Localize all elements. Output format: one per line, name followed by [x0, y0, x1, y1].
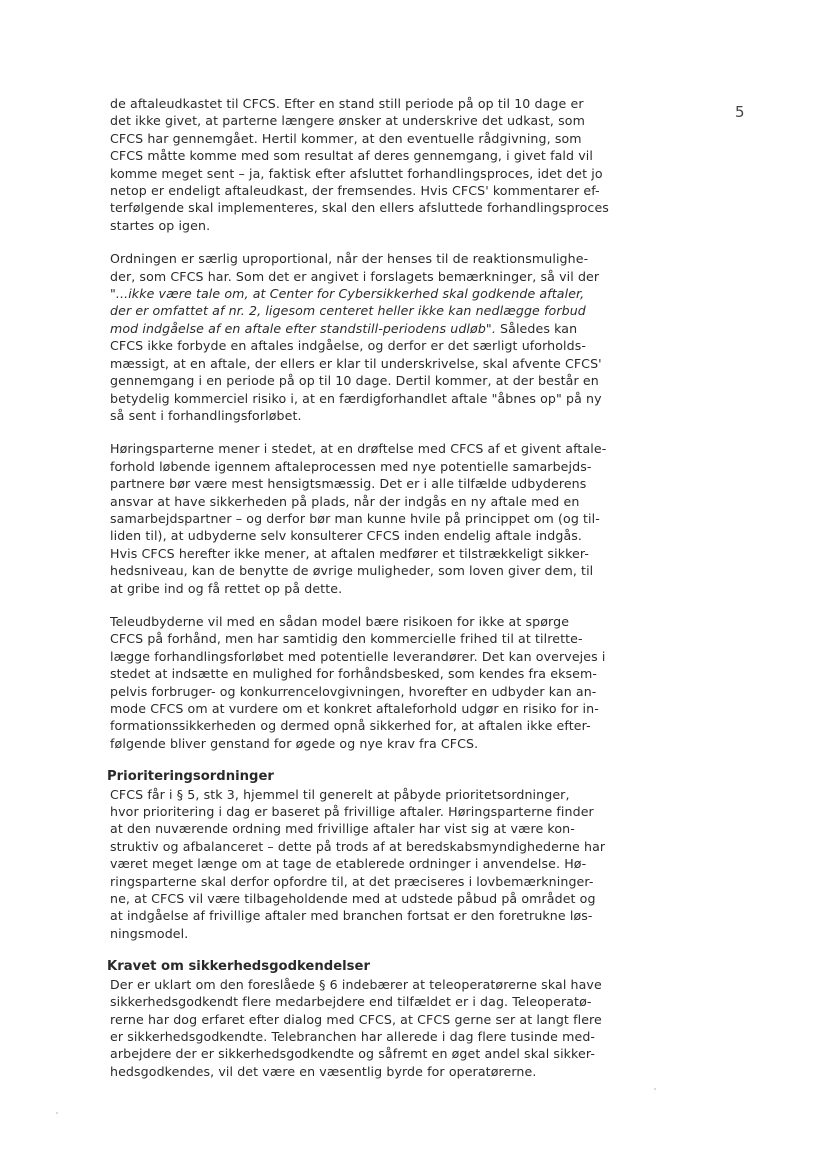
- text-line: [110, 320, 670, 337]
- text-line: at den nuværende ordning med frivillige aftaler har vist sig at være kon-: [110, 821, 575, 837]
- text-line: CFCS har gennemgået. Hertil kommer, at den eventuelle rådgivning, som: [110, 130, 582, 146]
- text-line: Der er uklart om den foreslåede § 6 indebærer at teleoperatørerne skal have: [110, 976, 602, 992]
- text-line: sikkerhedsgodkendt flere medarbejdere end tilfældet er i dag. Teleoperatø-: [110, 994, 592, 1010]
- text-fragment: Således kan: [495, 320, 578, 336]
- text-line: de aftaleudkastet til CFCS. Efter en stand still periode på op til 10 dage er: [110, 96, 584, 111]
- text-line: Hvis CFCS herefter ikke mener, at aftalen medfører et tilstrækkeligt sikker-: [110, 545, 589, 561]
- section-heading: Kravet om sikkerhedsgodkendelser: [107, 959, 370, 975]
- section: [107, 958, 670, 1080]
- text-line: arbejdere der er sikkerhedsgodkendte og såfremt en øget andel skal sikker-: [110, 1046, 595, 1062]
- paragraph: [110, 95, 670, 234]
- text-line: at indgåelse af frivillige aftaler med branchen fortsat er den foretrukne løs-: [110, 908, 593, 924]
- text-line: hvor prioritering i dag er baseret på frivillige aftaler. Høringsparterne finder: [110, 804, 594, 820]
- paragraph: [110, 613, 670, 752]
- text-line: mode CFCS om at vurdere om et konkret aftaleforhold udgør en risiko for in-: [110, 701, 599, 716]
- document-body: [107, 95, 670, 1080]
- text-line: pelvis forbruger- og konkurrencelovgivningen, hvorefter en udbyder kan an-: [110, 683, 597, 699]
- text-line: liden til), at udbyderne selv konsulterer CFCS inden endelig aftale indgås.: [110, 528, 583, 544]
- text-line: gennemgang i en periode på op til 10 dage. Dertil kommer, at der består en: [110, 373, 599, 389]
- quote-line: mod indgåelse af en aftale efter standstill-periodens udløb".: [110, 320, 496, 336]
- text-line: hedsniveau, kan de benytte de øvrige muligheder, som loven giver dem, til: [110, 563, 594, 579]
- text-line: ringsparterne skal derfor opfordre til, at det præciseres i lovbemærkninger-: [110, 873, 594, 889]
- text-line: samarbejdspartner – og derfor bør man kunne hvile på princippet om (og til-: [110, 510, 600, 526]
- text-line: lægge forhandlingsforløbet med potentielle leverandører. Det kan overvejes i: [110, 648, 606, 664]
- section-heading: Prioriteringsordninger: [107, 769, 274, 785]
- text-line: betydelig kommerciel risiko i, at en færdigforhandlet aftale "åbnes op" på ny: [110, 390, 602, 406]
- text-line: mæssigt, at en aftale, der ellers er klar til underskrivelse, skal afvente CFCS': [110, 355, 602, 371]
- text-line: struktiv og afbalanceret – dette på trods af at beredskabsmyndighederne har: [110, 838, 606, 854]
- text-line: ningsmodel.: [110, 925, 189, 941]
- text-line: komme meget sent – ja, faktisk efter afsluttet forhandlingsproces, idet det jo: [110, 165, 603, 181]
- text-line: forhold løbende igennem aftaleprocessen med nye potentielle samarbejds-: [110, 458, 592, 474]
- section: [107, 768, 670, 942]
- text-line: CFCS ikke forbyde en aftales indgåelse, og derfor er det særligt uforholds-: [110, 338, 587, 354]
- text-line: terfølgende skal implementeres, skal den ellers afsluttede forhandlingsproces: [110, 200, 609, 216]
- text-line: der, som CFCS har. Som det er angivet i forslagets bemærkninger, så vil der: [110, 268, 600, 284]
- paragraph: [110, 440, 670, 597]
- text-line: startes op igen.: [110, 217, 211, 233]
- text-line: partnere bør være mest hensigtsmæssig. Det er i alle tilfælde udbyderens: [110, 476, 587, 492]
- text-line: CFCS får i § 5, stk 3, hjemmel til generelt at påbyde prioritetsordninger,: [110, 786, 570, 802]
- text-line: formationssikkerheden og dermed opnå sikkerhed for, at aftalen ikke efter-: [110, 718, 591, 734]
- text-line: rerne har dog erfaret efter dialog med CFCS, at CFCS gerne ser at langt flere: [110, 1011, 602, 1027]
- text-line: Ordningen er særlig uproportional, når der henses til de reaktionsmulighe-: [110, 251, 589, 267]
- text-line: ansvar at have sikkerheden på plads, når der indgås en ny aftale med en: [110, 493, 580, 509]
- text-line: det ikke givet, at parterne længere ønsker at underskrive det udkast, som: [110, 113, 585, 129]
- text-line: så sent i forhandlingsforløbet.: [110, 407, 302, 423]
- text-line: CFCS måtte komme med som resultat af deres gennemgang, i givet fald vil: [110, 148, 593, 164]
- text-line: stedet at indsætte en mulighed for forhåndsbesked, som kendes fra eksem-: [110, 666, 597, 682]
- quote-line: "...ikke være tale om, at Center for Cybersikkerhed skal godkende aftaler,: [110, 286, 585, 302]
- text-line: Teleudbyderne vil med en sådan model bære risikoen for ikke at spørge: [110, 613, 570, 629]
- text-line: følgende bliver genstand for øgede og nye krav fra CFCS.: [110, 735, 479, 751]
- text-line: Høringsparterne mener i stedet, at en drøftelse med CFCS af et givent aftale-: [110, 441, 607, 457]
- text-line: ne, at CFCS vil være tilbageholdende med at udstede påbud på området og: [110, 891, 596, 907]
- text-line: er sikkerhedsgodkendte. Telebranchen har allerede i dag flere tusinde med-: [110, 1028, 596, 1044]
- text-line: netop er endeligt aftaleudkast, der fremsendes. Hvis CFCS' kommentarer ef-: [110, 183, 600, 199]
- scan-speck: [56, 1112, 58, 1114]
- text-line: været meget længe om at tage de etablerede ordninger i anvendelse. Hø-: [110, 856, 587, 872]
- paragraph: [110, 250, 670, 424]
- scan-speck: [654, 1088, 656, 1090]
- quote-line: der er omfattet af nr. 2, ligesom centeret heller ikke kan nedlægge forbud: [110, 303, 586, 319]
- page-number: 5: [735, 103, 745, 121]
- text-line: hedsgodkendes, vil det være en væsentlig byrde for operatørerne.: [110, 1063, 537, 1079]
- text-line: CFCS på forhånd, men har samtidig den kommercielle frihed til at tilrette-: [110, 631, 583, 647]
- text-line: at gribe ind og få rettet op på dette.: [110, 580, 343, 596]
